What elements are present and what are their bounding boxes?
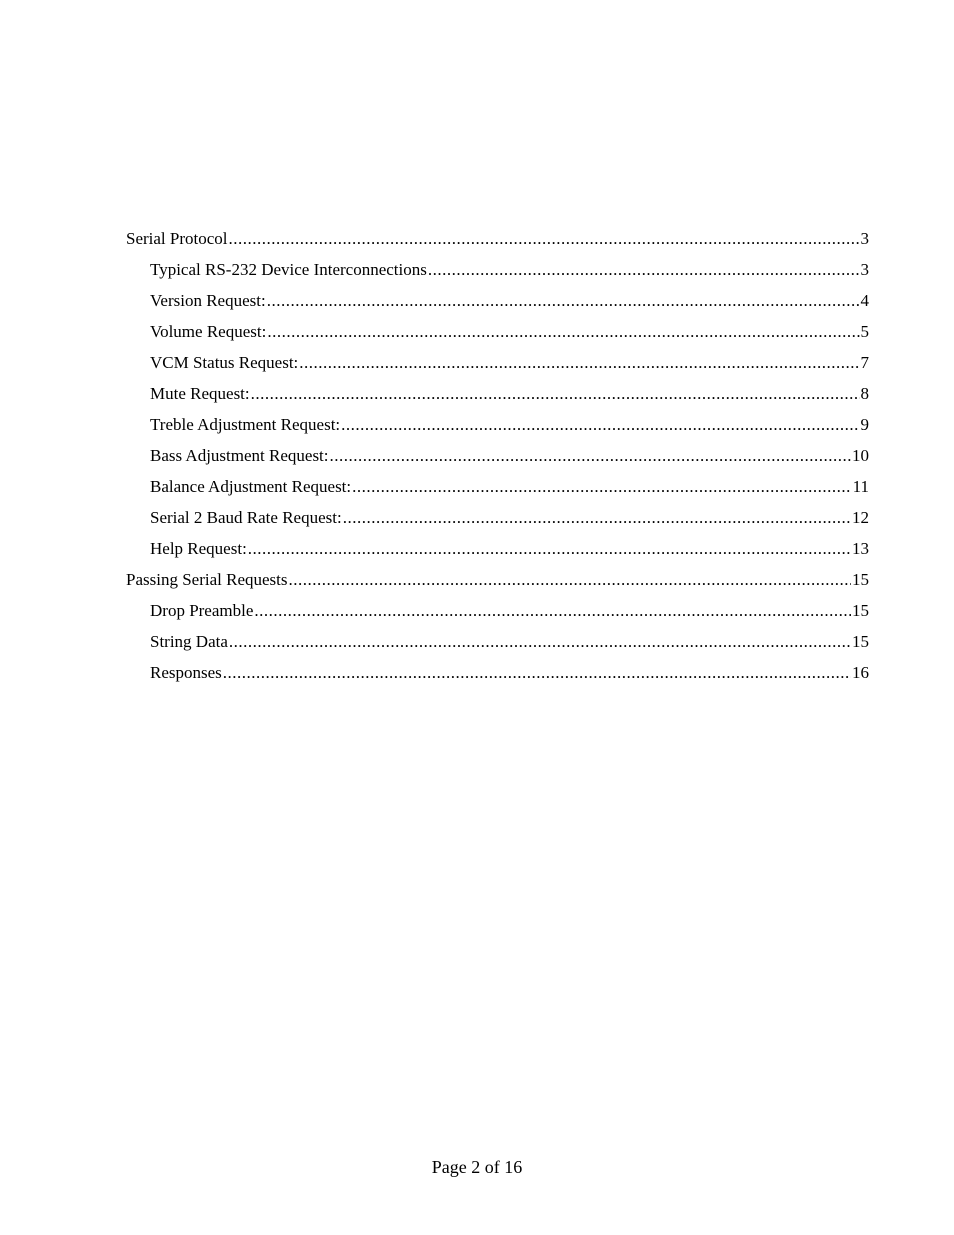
toc-dot-leader (330, 440, 852, 471)
toc-entry-title: Typical RS-232 Device Interconnections (150, 260, 427, 279)
toc-entry-serial-2-baud-rate-request[interactable] (126, 502, 869, 533)
toc-entry-title: Drop Preamble (150, 601, 254, 620)
toc-entry-responses[interactable] (126, 657, 869, 688)
toc-entry-balance-adjustment-request[interactable] (126, 471, 869, 502)
toc-dot-leader (299, 347, 859, 378)
toc-entry-page: 3 (860, 229, 869, 248)
toc-dot-leader (267, 285, 860, 316)
toc-entry-title: Bass Adjustment Request: (150, 446, 329, 465)
toc-dot-leader (428, 254, 860, 285)
toc-entry-title: Responses (150, 663, 222, 682)
toc-dot-leader (254, 595, 851, 626)
toc-entry-mute-request[interactable] (126, 378, 869, 409)
toc-entry-title: Volume Request: (150, 322, 267, 341)
toc-entry-title: Serial Protocol (126, 229, 228, 248)
toc-dot-leader (223, 657, 851, 688)
toc-entry-page: 4 (860, 291, 869, 310)
toc-entry-title: Balance Adjustment Request: (150, 477, 352, 496)
toc-entry-passing-serial-requests[interactable] (126, 564, 869, 595)
toc-dot-leader (229, 223, 860, 254)
toc-dot-leader (267, 316, 859, 347)
toc-entry-title: String Data (150, 632, 228, 651)
toc-entry-page: 3 (860, 260, 869, 279)
toc-entry-page: 13 (852, 539, 869, 558)
toc-entry-title: Treble Adjustment Request: (150, 415, 341, 434)
toc-entry-vcm-status-request[interactable] (126, 347, 869, 378)
toc-entry-title: Passing Serial Requests (126, 570, 288, 589)
toc-dot-leader (251, 378, 860, 409)
toc-entry-page: 16 (852, 663, 869, 682)
toc-dot-leader (229, 626, 851, 657)
toc-entry-page: 8 (860, 384, 869, 403)
toc-entry-page: 12 (852, 508, 869, 527)
toc-entry-title: Version Request: (150, 291, 266, 310)
toc-dot-leader (341, 409, 859, 440)
toc-entry-title: VCM Status Request: (150, 353, 299, 372)
toc-entry-title: Serial 2 Baud Rate Request: (150, 508, 342, 527)
page-footer (0, 1155, 954, 1179)
toc-entry-version-request[interactable] (126, 285, 869, 316)
toc-dot-leader (289, 564, 852, 595)
toc-entry-page: 5 (860, 322, 869, 341)
toc-dot-leader (343, 502, 851, 533)
toc-entry-volume-request[interactable] (126, 316, 869, 347)
toc-entry-help-request[interactable] (126, 533, 869, 564)
toc-entry-string-data[interactable] (126, 626, 869, 657)
toc-entry-title: Mute Request: (150, 384, 250, 403)
toc-entry-title: Help Request: (150, 539, 247, 558)
toc-entry-page: 15 (852, 601, 869, 620)
toc-entry-serial-protocol[interactable] (126, 223, 869, 254)
toc-dot-leader (352, 471, 851, 502)
toc-entry-page: 10 (852, 446, 869, 465)
toc-entry-page: 7 (860, 353, 869, 372)
table-of-contents (126, 223, 869, 688)
toc-entry-page: 15 (852, 570, 869, 589)
toc-dot-leader (248, 533, 851, 564)
page-number-label: Page 2 of 16 (431, 1157, 523, 1177)
toc-entry-typical-rs232-device-interconnections[interactable] (126, 254, 869, 285)
toc-entry-page: 15 (852, 632, 869, 651)
toc-entry-drop-preamble[interactable] (126, 595, 869, 626)
toc-entry-treble-adjustment-request[interactable] (126, 409, 869, 440)
toc-entry-page: 11 (852, 477, 869, 496)
toc-entry-page: 9 (860, 415, 869, 434)
toc-entry-bass-adjustment-request[interactable] (126, 440, 869, 471)
